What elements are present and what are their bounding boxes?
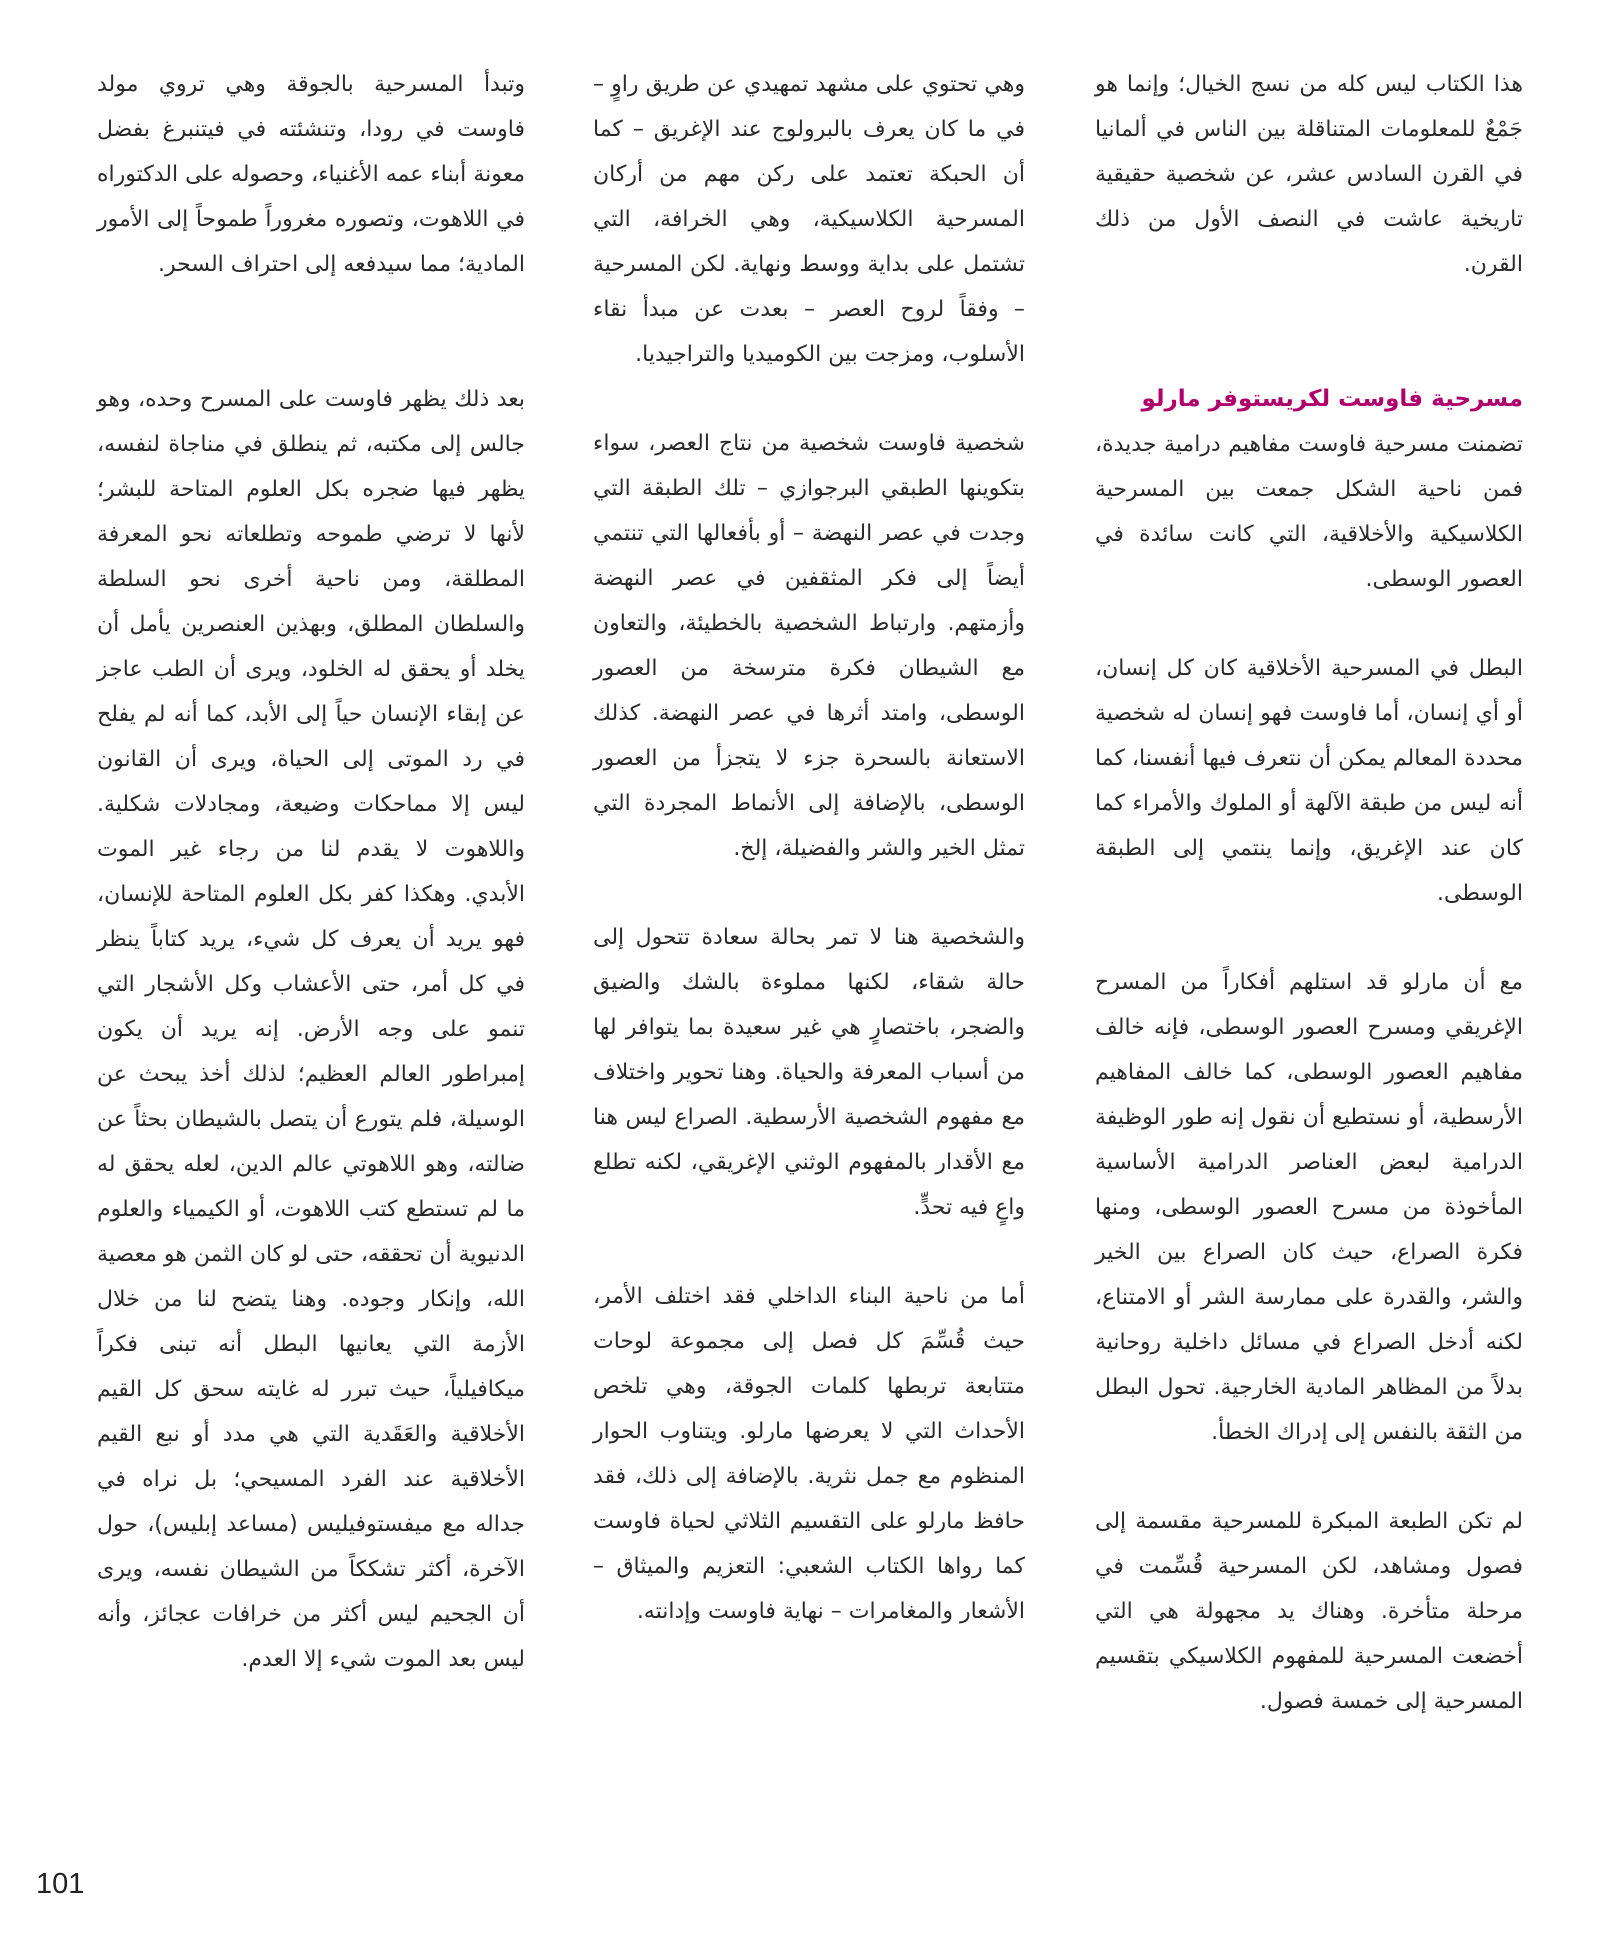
middle-column [593,62,1025,1678]
left-column [97,62,525,1726]
paragraph: مع أن مارلو قد استلهم أفكاراً من المسرح الإغريقي ومسرح العصور الوسطى، فإنه خالف مفاهيم العصور الوسطى، كما خالف المفاهيم الأرسطية، أو نستطيع أن نقول إنه طور الوظيفة الدرامية لبعض العناصر الدرامية الأساسية المأخوذة من مسرح العصور الوسطى، ومنها فكرة الصراع، حيث كان الصراع بين الخير والشر، والقدرة على ممارسة الشر أو الامتناع، لكنه أدخل الصراع في مسائل داخلية روحانية بدلاً من المظاهر المادية الخارجية. تحول البطل من الثقة بالنفس إلى إدراك الخطأ. [1095,970,1523,1445]
paragraph: لم تكن الطبعة المبكرة للمسرحية مقسمة إلى فصول ومشاهد، لكن المسرحية قُسِّمت في مرحلة متأخرة. وهناك يد مجهولة هي التي أخضعت المسرحية للمفهوم الكلاسيكي بتقسيم المسرحية إلى خمسة فصول. [1095,1509,1523,1714]
paragraph: وتبدأ المسرحية بالجوقة وهي تروي مولد فاوست في رودا، وتنشئته في فيتنبرغ بفضل معونة أبناء عمه الأغنياء، وحصوله على الدكتوراه في اللاهوت، وتصوره مغروراً طموحاً إلى الأمور المادية؛ مما سيدفعه إلى احتراف السحر. [97,72,525,277]
paragraph: شخصية فاوست شخصية من نتاج العصر، سواء بتكوينها الطبقي البرجوازي – تلك الطبقة التي وجدت في عصر النهضة – أو بأفعالها التي تنتمي أيضاً إلى فكر المثقفين في عصر النهضة وأزمتهم. وارتباط الشخصية بالخطيئة، والتعاون مع الشيطان فكرة مترسخة من العصور الوسطى، وامتد أثرها في عصر النهضة. كذلك الاستعانة بالسحرة جزء لا يتجزأ من العصور الوسطى، بالإضافة إلى الأنماط المجردة التي تمثل الخير والشر والفضيلة، إلخ. [593,431,1025,861]
section-heading: مسرحية فاوست لكريستوفر مارلو [1141,386,1523,412]
page-number: 101 [36,1868,85,1900]
paragraph: وهي تحتوي على مشهد تمهيدي عن طريق راوٍ – في ما كان يعرف بالبرولوج عند الإغريق – كما أن الحبكة تعتمد على ركن مهم من أركان المسرحية الكلاسيكية، وهي الخرافة، التي تشتمل على بداية ووسط ونهاية. لكن المسرحية – وفقاً لروح العصر – بعدت عن مبدأ نقاء الأسلوب، ومزجت بين الكوميديا والتراجيديا. [593,72,1025,367]
paragraph: أما من ناحية البناء الداخلي فقد اختلف الأمر، حيث قُسِّمَ كل فصل إلى مجموعة لوحات متتابعة تربطها كلمات الجوقة، وهي تلخص الأحداث التي لا يعرضها مارلو. ويتناوب الحوار المنظوم مع جمل نثرية. بالإضافة إلى ذلك، فقد حافظ مارلو على التقسيم الثلاثي لحياة فاوست كما رواها الكتاب الشعبي: التعزيم والميثاق – الأشعار والمغامرات – نهاية فاوست وإدانته. [593,1284,1025,1624]
paragraph: بعد ذلك يظهر فاوست على المسرح وحده، وهو جالس إلى مكتبه، ثم ينطلق في مناجاة لنفسه، يظهر فيها ضجره بكل العلوم المتاحة للبشر؛ لأنها لا ترضي طموحه وتطلعاته نحو المعرفة المطلقة، ومن ناحية أخرى نحو السلطة والسلطان المطلق، وبهذين العنصرين يأمل أن يخلد أو يحقق له الخلود، ويرى أن الطب عاجز عن إبقاء الإنسان حياً إلى الأبد، كما أنه لم يفلح في رد الموتى إلى الحياة، ويرى أن القانون ليس إلا مماحكات وضيعة، ومجادلات شكلية. واللاهوت لا يقدم لنا من رجاء غير الموت الأبدي. وهكذا كفر بكل العلوم المتاحة للإنسان، فهو يريد أن يعرف كل شيء، يريد كتاباً ينظر في كل أمر، حتى الأعشاب وكل الأشجار التي تنمو على وجه الأرض. إنه يريد أن يكون إمبراطور العالم العظيم؛ لذلك أخذ يبحث عن الوسيلة، فلم يتورع أن يتصل بالشيطان بحثاً عن ضالته، وهو اللاهوتي عالم الدين، لعله يحقق له ما لم تستطع كتب اللاهوت، أو الكيمياء والعلوم الدنيوية أن تحققه، حتى لو كان الثمن هو معصية الله، وإنكار وجوده. وهنا يتضح لنا من خلال الأزمة التي يعانيها البطل أنه تبنى فكراً ميكافيلياً، حيث تبرر له غايته سحق كل القيم الأخلاقية والعَقَدية التي هي مدد أو نبع القيم الأخلاقية عند الفرد المسيحي؛ بل نراه في جداله مع ميفستوفيليس (مساعد إبليس)، حول الآخرة، أكثر تشككاً من الشيطان نفسه، ويرى أن الجحيم ليس أكثر من خرافات عجائز، وأنه ليس بعد الموت شيء إلا العدم. [97,387,525,1672]
right-column [1095,62,1523,1768]
paragraph: تضمنت مسرحية فاوست مفاهيم درامية جديدة، فمن ناحية الشكل جمعت بين المسرحية الكلاسيكية والأخلاقية، التي كانت سائدة في العصور الوسطى. [1095,432,1523,592]
paragraph: والشخصية هنا لا تمر بحالة سعادة تتحول إلى حالة شقاء، لكنها مملوءة بالشك والضيق والضجر، باختصارٍ هي غير سعيدة بما يتوافر لها من أسباب المعرفة والحياة. وهنا تحوير واختلاف مع مفهوم الشخصية الأرسطية. الصراع ليس هنا مع الأقدار بالمفهوم الوثني الإغريقي، لكنه تطلع واعٍ فيه تحدٍّ. [593,925,1025,1220]
paragraph: البطل في المسرحية الأخلاقية كان كل إنسان، أو أي إنسان، أما فاوست فهو إنسان له شخصية محددة المعالم يمكن أن نتعرف فيها أنفسنا، كما أنه ليس من طبقة الآلهة أو الملوك والأمراء كما كان عند الإغريق، وإنما ينتمي إلى الطبقة الوسطى. [1095,656,1523,906]
paragraph: هذا الكتاب ليس كله من نسج الخيال؛ وإنما هو جَمْعٌ للمعلومات المتناقلة بين الناس في ألمانيا في القرن السادس عشر، عن شخصية حقيقية تاريخية عاشت في النصف الأول من ذلك القرن. [1095,72,1523,277]
